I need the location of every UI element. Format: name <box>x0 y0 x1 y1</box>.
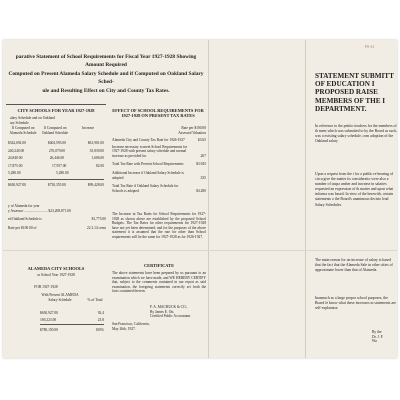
signer-title: Certified Public Accountant. <box>150 314 192 319</box>
section-heading: CITY SCHOOLS FOR YEAR 1927-1928 <box>17 108 95 113</box>
table-cell: $61,901.00 <box>87 141 104 145</box>
note-line: Rate per $100.00 of <box>8 225 37 230</box>
table-cell: 240,240.00 <box>8 148 25 153</box>
statement-title <box>315 72 397 113</box>
table-cell: 169,223.00 <box>40 317 57 322</box>
note-value: 22 2.14 cents <box>86 225 106 230</box>
subheading: ary Schedule <box>10 121 29 125</box>
place: San Francisco, California, <box>112 322 150 326</box>
page-title <box>6 53 206 95</box>
rate-header: Rate per $100.00 Assessed Valuation <box>178 126 206 135</box>
table-row <box>8 164 104 169</box>
table-cell: $342,692.00 <box>8 141 26 145</box>
table-cell: 24,840.00 <box>8 156 23 161</box>
table-cell: 276,079.00 <box>48 148 65 153</box>
table-row <box>8 171 104 176</box>
note-line: y Assessor .......................... $23,208,871.00 <box>8 208 71 213</box>
notes <box>8 204 106 230</box>
explanation-paragraph: The Increase in Tax Rates for School Requirements for 1927-1928 as shown above are established by the proposed School Budgets. The Tax Rates for other requirements for 1927-1928 have not yet been determined, and for the purposes of the above statement it is assumed that the rate for other than School requirements will be the same for 1927-1928 as for 1926-1927. <box>112 212 206 239</box>
date: May 26th, 1927. <box>112 326 136 331</box>
tax-line-value: $4.280 <box>196 188 206 193</box>
table-cell: 82.00 <box>95 163 104 168</box>
signer: Wa <box>372 339 377 344</box>
note-line: y of Alameda for year <box>8 204 40 208</box>
column-header: If Computed on Oakland Schedule <box>41 126 69 135</box>
certificate-heading: CERTIFICATE <box>143 263 174 268</box>
table-cell: $780,150.00 <box>40 327 58 332</box>
tax-line-label: Total Tax Rate if Oakland Salary Schedule for Schools is adopted <box>112 184 179 193</box>
signer: By James E. Ott, <box>150 309 175 314</box>
signer: By the <box>372 330 382 334</box>
note-line: ed Oakland Schedule is <box>8 217 42 222</box>
statement-paragraph: Inasmuch as a large propor school purposes, the Board fe know what these increases m statements are self-explanator <box>315 296 396 311</box>
section-heading: EFFECT OF SCHOOL REQUIREMENTS FOR 1927-1928 ON PRESENT TAX RATES <box>112 108 204 119</box>
signature-block <box>372 330 397 344</box>
title-line: OF EDUCATION I <box>315 80 375 89</box>
statement-paragraph: Upon a request from the t for a public re-hearing of circu give the matter its consideratio were also a number of taxpa umber and increase in salaries requested an expression of th matter and upon what informa was based. In view of the herewith, certain statements o the Board's unanimous decisio lead Salary Schedules. <box>315 172 394 207</box>
title-line: DEPARTMENT. <box>315 104 367 113</box>
statement-paragraph: The main reason for un increase of salary is based that the fact that the Alameda Sale in other cities of approximate lower than that of Alameda. <box>315 258 393 273</box>
table-cell: $630,927.00 <box>40 311 58 315</box>
table-cell: 17,957.00 <box>51 163 67 168</box>
title-line: PROPOSED RAISE <box>315 88 378 97</box>
page-code: P0-41 <box>365 44 375 49</box>
table-row <box>8 149 104 154</box>
title-line: MEMBERS OF THE I <box>315 96 386 105</box>
signature-block <box>150 305 206 319</box>
tax-line-label: Alameda City and County Tax Rate for 1926-1927 <box>112 138 185 142</box>
table-cell: 92.4 <box>97 311 104 315</box>
fold-line <box>208 40 209 358</box>
column-header: With Present ALAMEDA Salary Schedule <box>41 293 79 302</box>
table-total-row <box>8 183 104 188</box>
lower-title: ALAMEDA CITY SCHOOLS <box>27 266 85 271</box>
title-line: ule and Resulting Effect on City and County Tax Rates. <box>42 87 170 94</box>
table-cell: 1,606.00 <box>91 156 104 161</box>
tax-line-value: .267 <box>199 153 206 158</box>
signer: Dr. J. F. <box>372 334 384 339</box>
subheading: alary Schedule and on Oakland <box>10 116 55 120</box>
note-value: $1,775.00 <box>91 217 106 222</box>
table-cell: 35,839.00 <box>89 148 104 153</box>
statement-paragraph: In reference to the petitio teachers for the members of th ment which was submitted to by the Board as such, was a existing salary schedule, com adoption of the Oakland salary <box>315 124 397 144</box>
firm-name: F. A. MACHUCK & CO., <box>150 305 188 309</box>
table-cell: 100% <box>95 327 104 332</box>
table-row <box>8 156 104 161</box>
data-table <box>8 141 104 187</box>
column-header: % of Total <box>87 298 103 302</box>
tax-line-label: Total Tax Rate with Present School Requirements <box>112 162 184 167</box>
tax-line-value: $3.65 <box>197 138 206 142</box>
table-row <box>40 318 104 323</box>
table-cell: $730,355.00 <box>47 182 66 187</box>
tax-line-value: $3.945 <box>196 162 206 167</box>
table-cell: $99,428.00 <box>87 182 104 187</box>
column-header: If Computed on Alameda Schedule <box>9 126 37 135</box>
title-line: STATEMENT SUBMITT <box>315 72 394 80</box>
table-cell: 26,446.00 <box>49 156 65 161</box>
certificate-text: The above statements have been prepared by us pursuant to an examination which we have made, and WE HEREBY CERTIFY that, subject to the comments contained in our report as said examination, the foregoing statements correctly set forth the facts contained therein. <box>112 271 206 294</box>
place-date <box>112 322 172 331</box>
title-line: parative Statement of School Requirements for Fiscal Year 1927-1928 Showing Amount Required <box>15 54 197 69</box>
lower-subtitle: or School Year 1927-1928 <box>37 273 75 277</box>
table-row <box>8 141 104 146</box>
table-cell: 5,280.00 <box>8 171 21 176</box>
table-cell: 5,280.00 <box>56 171 69 176</box>
fold-line <box>305 40 306 358</box>
table-total-row <box>40 328 104 333</box>
tax-line-label: Additional Increase if Oakland Salary Schedule is adopted <box>112 170 184 180</box>
tax-lines <box>112 138 206 193</box>
table-cell: $404,593.00 <box>47 141 66 145</box>
lower-subtitle: FOR 1927-1928 <box>34 285 58 289</box>
divider <box>6 104 106 105</box>
table-cell: $630,927.00 <box>8 182 26 187</box>
table-cell: 23.8 <box>97 317 104 322</box>
title-line: Computed on Present Alameda Salary Schedule and if Computed on Oakland Salary Sched- <box>8 70 204 86</box>
table-cell: 17,875.00 <box>8 163 23 168</box>
tax-line-label: Increase necessary to meet School Requirements for 1927-1928 with present salary schedule and normal increase as provided for <box>112 144 188 158</box>
column-header: Increase <box>82 126 94 130</box>
lower-table <box>40 311 104 332</box>
tax-line-value: .335 <box>199 175 206 180</box>
table-row <box>40 311 104 316</box>
fold-line <box>3 250 397 251</box>
